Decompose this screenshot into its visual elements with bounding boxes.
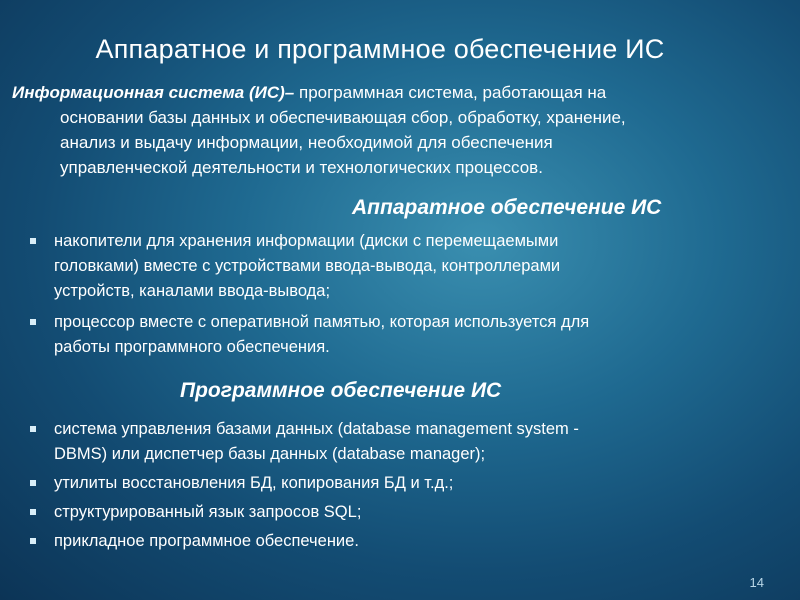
software-list (30, 417, 730, 558)
bullet-icon (30, 238, 36, 244)
list-item-line: устройств, каналами ввода-вывода; (54, 282, 331, 300)
list-item-line: DBMS) или диспетчер базы данных (database manager); (54, 445, 486, 463)
definition-line-3: анализ и выдачу информации, необходимой для обеспечения (60, 133, 553, 152)
hardware-heading: Аппаратное обеспечение ИС (352, 196, 662, 219)
definition-line-4: управленческой деятельности и технологических процессов. (60, 158, 543, 177)
bullet-icon (30, 319, 36, 325)
slide-title: Аппаратное и программное обеспечение ИС (95, 34, 665, 64)
list-item (30, 310, 730, 360)
definition-line-1: программная система, работающая на (294, 83, 607, 102)
list-item (30, 471, 730, 496)
list-item (30, 529, 730, 554)
definition-paragraph (12, 80, 752, 180)
hardware-list (30, 229, 730, 366)
bullet-icon (30, 538, 36, 544)
list-item-line: структурированный язык запросов SQL; (54, 503, 362, 521)
list-item-line: работы программного обеспечения. (54, 338, 330, 356)
list-item-line: головками) вместе с устройствами ввода-вывода, контроллерами (54, 257, 561, 275)
list-item (30, 229, 730, 304)
page-number: 14 (749, 575, 764, 590)
list-item-line: утилиты восстановления БД, копирования БД и т.д.; (54, 474, 454, 492)
bullet-icon (30, 509, 36, 515)
definition-term: Информационная система (ИС)– (12, 83, 295, 102)
list-item (30, 500, 730, 525)
list-item-line: система управления базами данных (database management system - (54, 420, 579, 438)
bullet-icon (30, 426, 36, 432)
definition-line-2: основании базы данных и обеспечивающая сбор, обработку, хранение, (60, 108, 626, 127)
list-item-line: процессор вместе с оперативной памятью, которая используется для (54, 313, 590, 331)
software-heading: Программное обеспечение ИС (180, 379, 502, 402)
list-item (30, 417, 730, 467)
list-item-line: накопители для хранения информации (диски с перемещаемыми (54, 232, 559, 250)
bullet-icon (30, 480, 36, 486)
list-item-line: прикладное программное обеспечение. (54, 532, 359, 550)
